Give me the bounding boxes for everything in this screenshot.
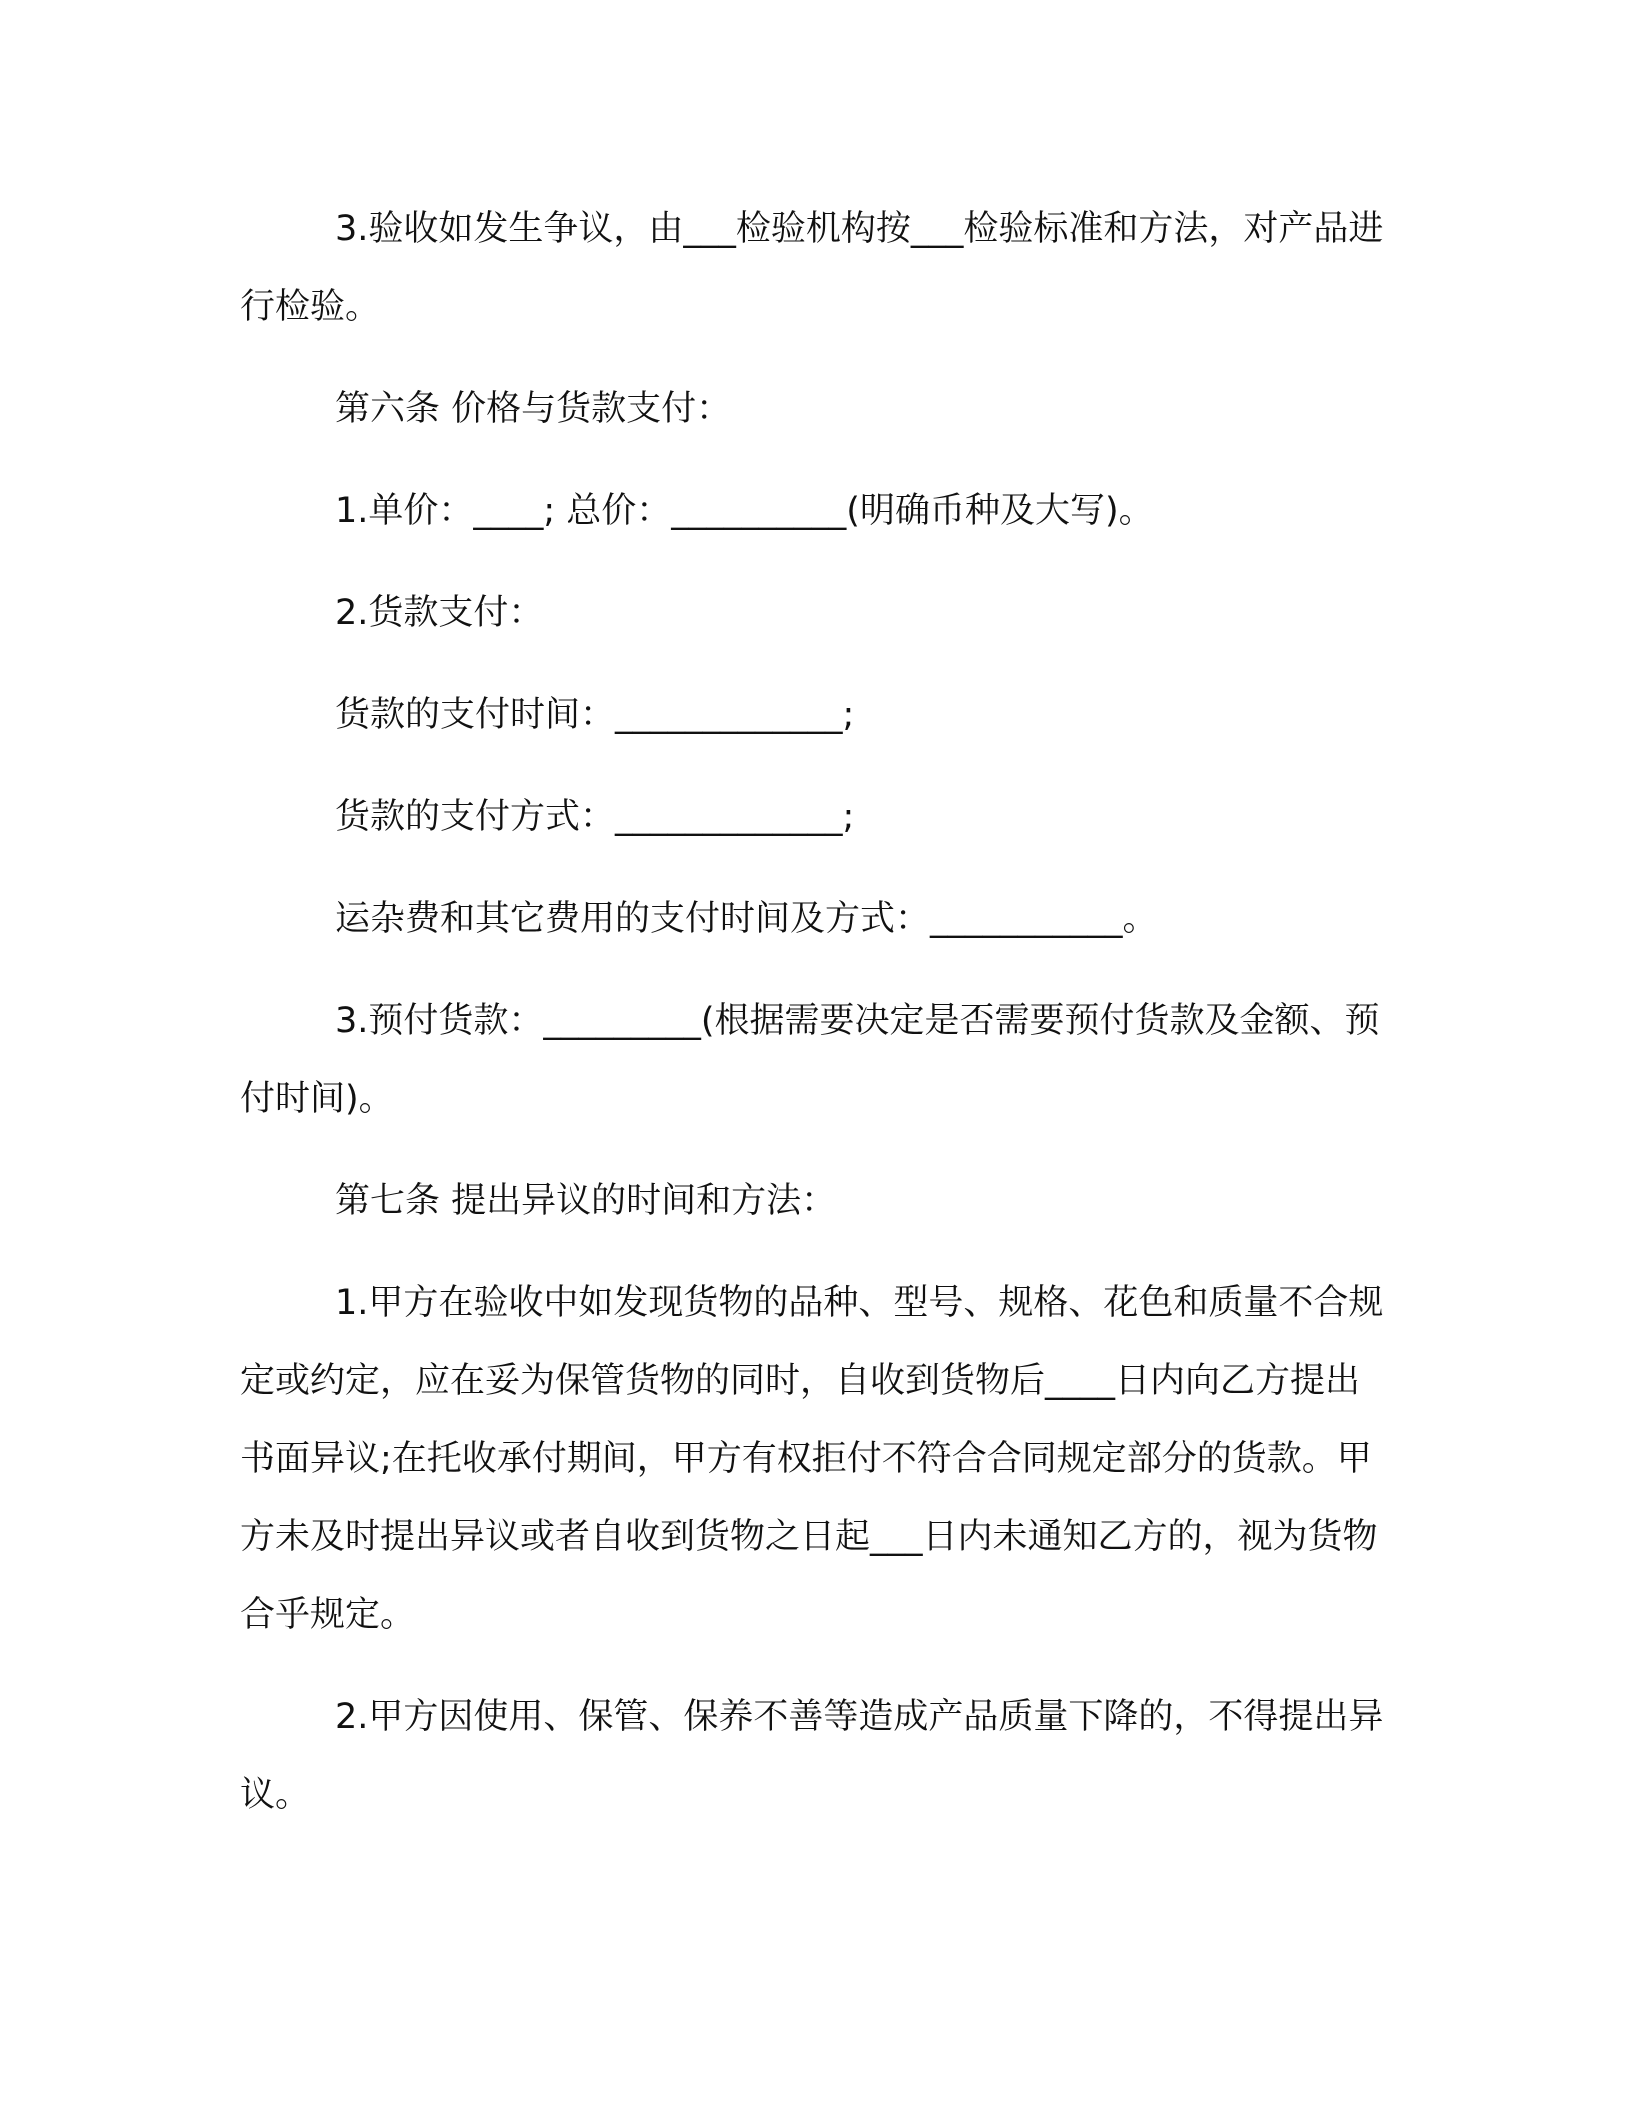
paragraph-payment-method: 货款的支付方式：_____________; (335, 797, 855, 837)
paragraph-gap (240, 1240, 1388, 1264)
paragraph-gap (240, 448, 1388, 472)
document-body (240, 190, 1388, 1834)
paragraph-gap (240, 1654, 1388, 1678)
paragraph-inspection-dispute: 3.验收如发生争议，由___检验机构按___检验标准和方法，对产品进行检验。 (240, 209, 1384, 327)
paragraph-payment-time: 货款的支付时间：_____________; (335, 695, 855, 735)
paragraph-payment: 2.货款支付： (335, 593, 544, 633)
paragraph-objection-misuse: 2.甲方因使用、保管、保养不善等造成产品质量下降的，不得提出异议。 (240, 1697, 1384, 1815)
paragraph-prepayment: 3.预付货款：_________(根据需要决定是否需要预付货款及金额、预付时间)。 (240, 1001, 1380, 1119)
heading-article-seven: 第七条 提出异议的时间和方法： (335, 1181, 837, 1221)
paragraph-gap (240, 958, 1388, 982)
paragraph-gap (240, 652, 1388, 676)
paragraph-gap (240, 754, 1388, 778)
paragraph-gap (240, 346, 1388, 370)
paragraph-unit-price: 1.单价：____; 总价：__________(明确币种及大写)。 (335, 491, 1154, 531)
paragraph-freight-payment: 运杂费和其它费用的支付时间及方式：___________。 (335, 899, 1158, 939)
paragraph-gap (240, 856, 1388, 880)
paragraph-gap (240, 1138, 1388, 1162)
heading-article-six: 第六条 价格与货款支付： (335, 389, 732, 429)
paragraph-gap (240, 550, 1388, 574)
paragraph-objection-inspection: 1.甲方在验收中如发现货物的品种、型号、规格、花色和质量不合规定或约定，应在妥为保管货物的同时，自收到货物后____日内向乙方提出书面异议;在托收承付期间，甲方有权拒付不符合合同规定部分的货款。甲方未及时提出异议或者自收到货物之日起___日内未通知乙方的，视为货物合乎规定。 (240, 1283, 1384, 1635)
